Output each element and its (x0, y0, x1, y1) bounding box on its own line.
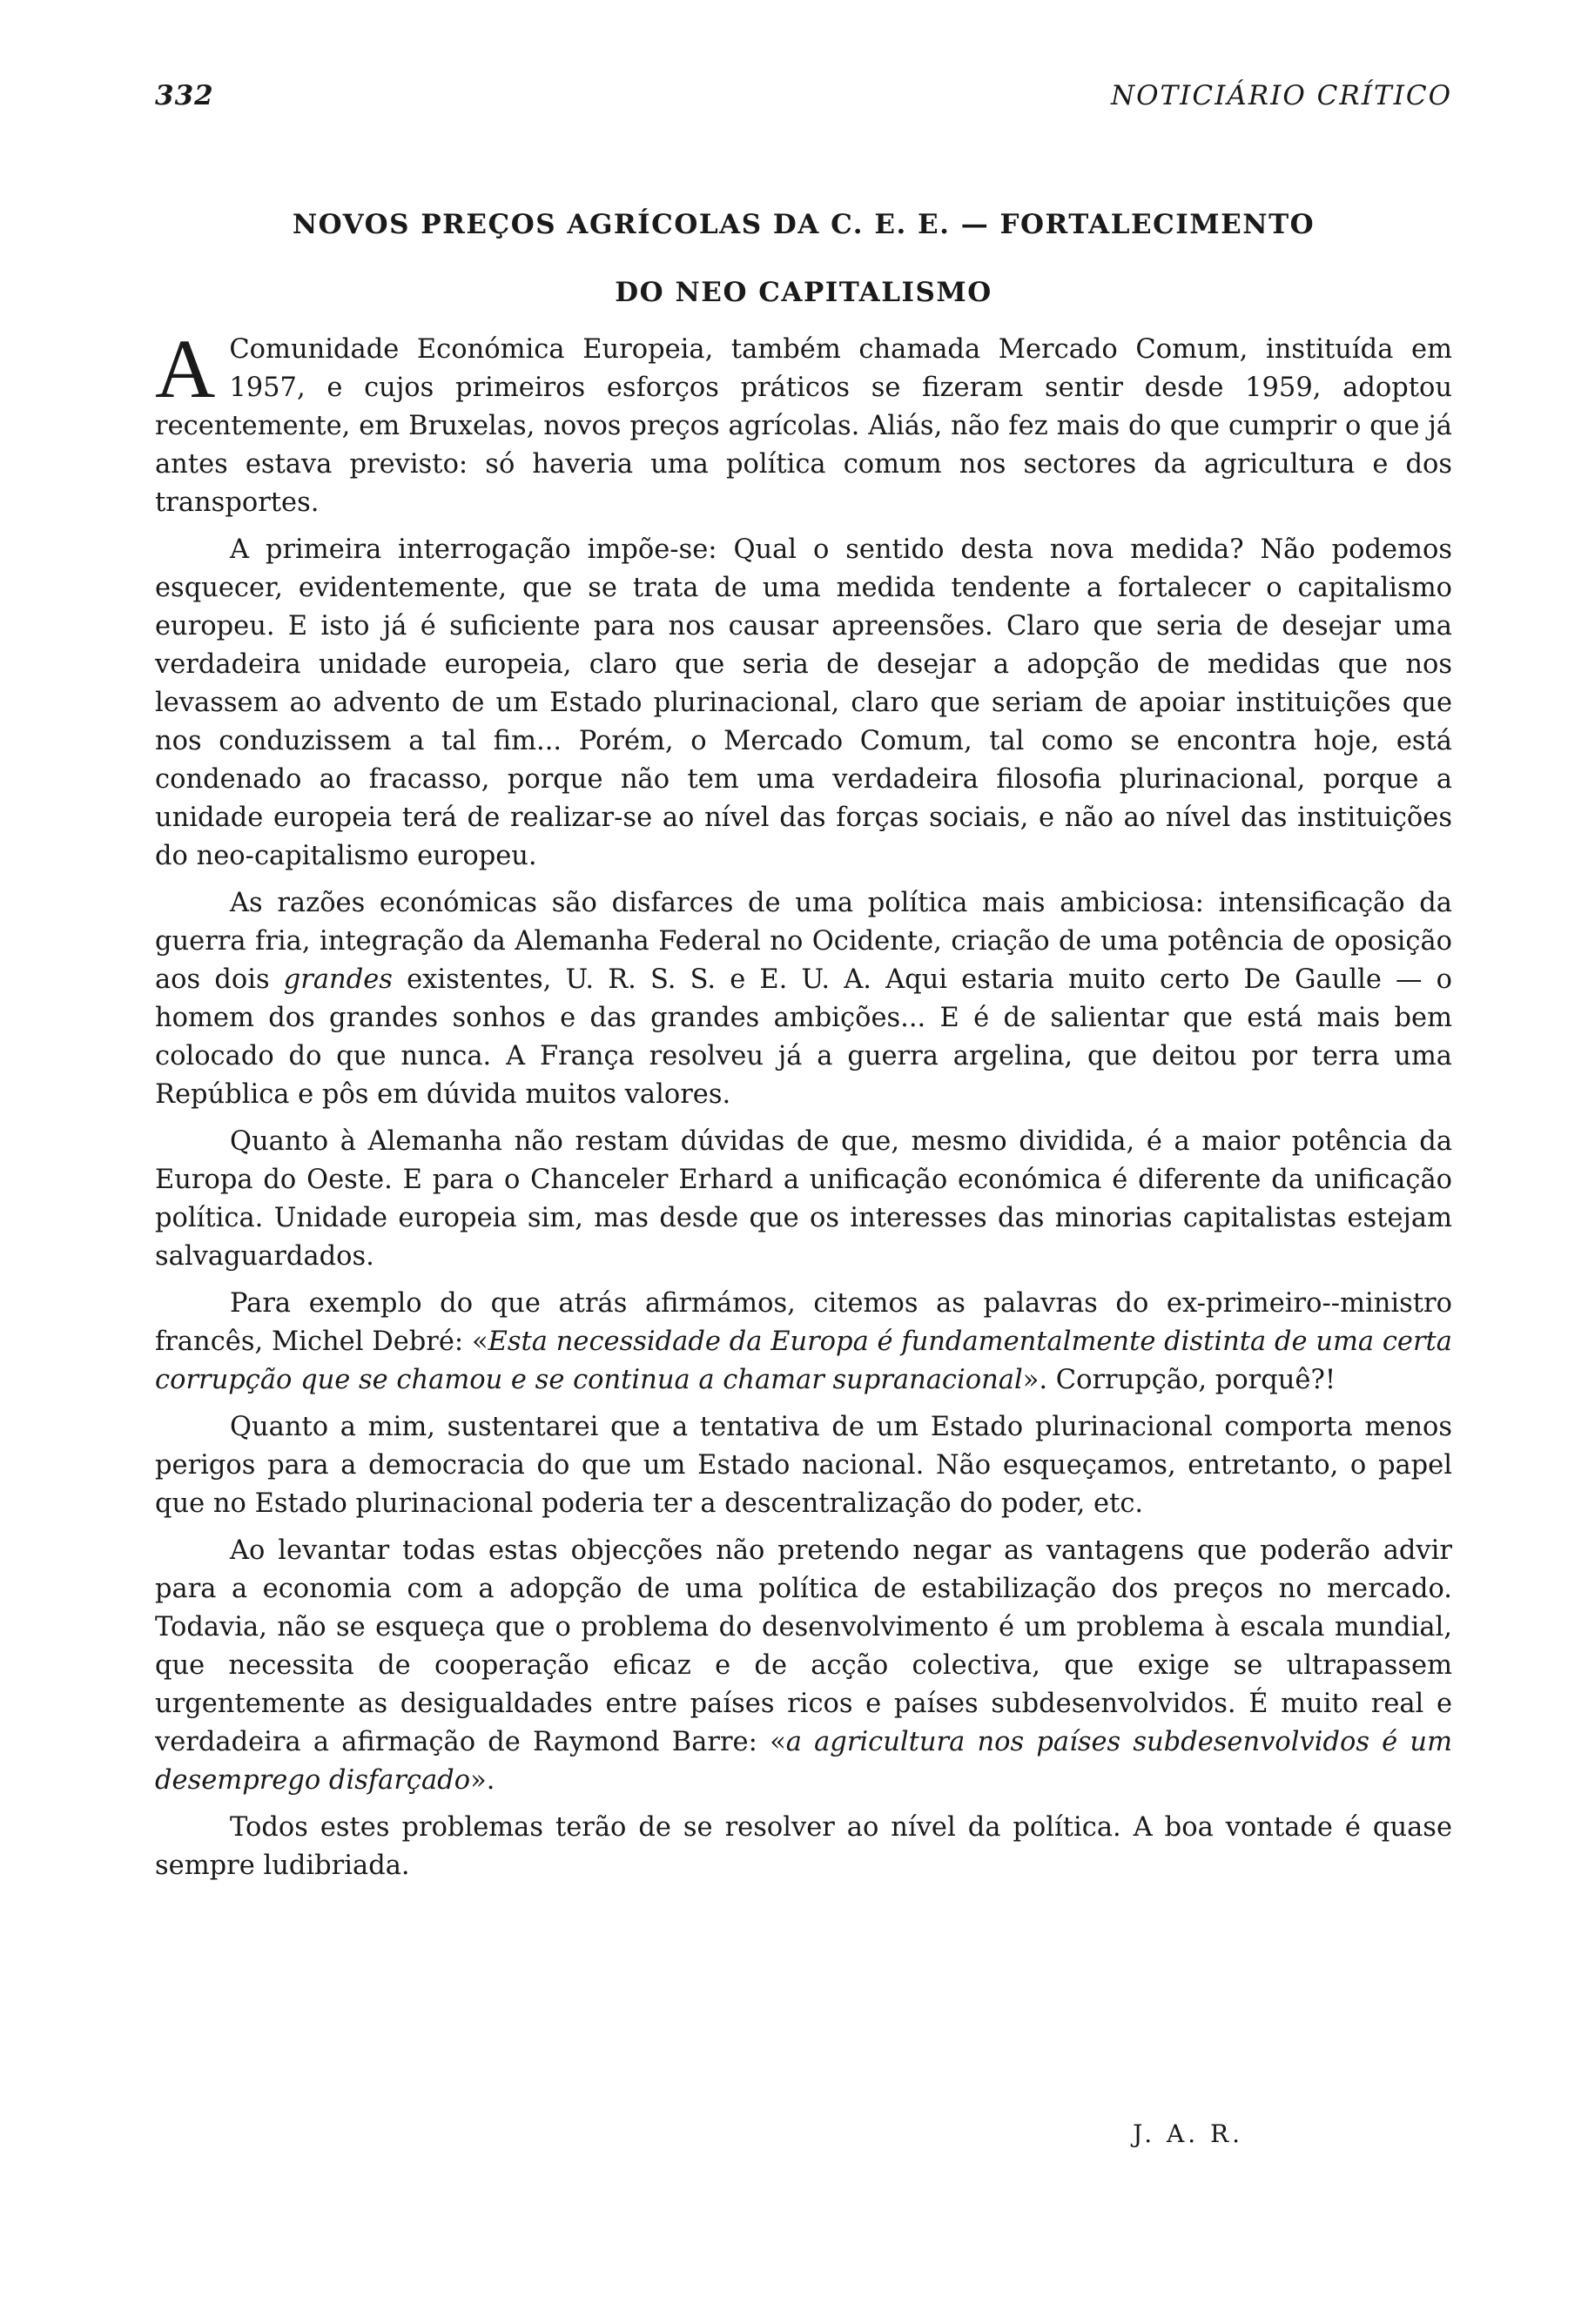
paragraph-7 (155, 1532, 1452, 1800)
drop-cap: A (155, 322, 216, 415)
document-page (155, 0, 1452, 2324)
paragraph-6: Quanto a mim, sustentarei que a tentativa de um Estado plurinacional comporta menos perigos para a democracia do que um Estado nacional. Não esqueçamos, entretanto, o papel que no Estado plurinacional poderia ter a descentralização do poder, etc. (155, 1412, 1452, 1519)
paragraph-7-text-a: Ao levantar todas estas objecções não pretendo negar as vantagens que poderão advir para a economia com a adopção de uma política de estabilização dos preços no mercado. Todavia, não se esqueça que o problema do desenvolvimento é um problema à escala mundial, que necessita de cooperação eficaz e de acção colectiva, que exige se ultrapassem urgentemente as desigualdades entre países ricos e países subdesenvolvidos. É muito real e verdadeira a afirmação de Raymond Barre: « (155, 1535, 1452, 1757)
article-title (155, 191, 1452, 326)
paragraph-5-text-a: Para exemplo do que atrás afirmámos, citemos as palavras do ex-primeiro--ministro francês, Michel Debré: « (155, 1288, 1452, 1357)
article-title-line-2: DO NEO CAPITALISMO (615, 276, 992, 308)
paragraph-7-text-b: ». (470, 1765, 495, 1796)
paragraph-3-emphasis: grandes (283, 964, 393, 995)
paragraph-5-text-b: ». Corrupção, porquê?! (1022, 1365, 1336, 1395)
section-title: NOTICIÁRIO CRÍTICO (1110, 80, 1452, 111)
paragraph-1 (155, 322, 1452, 522)
paragraph-2: A primeira interrogação impõe-se: Qual o sentido desta nova medida? Não podemos esquecer, evidentemente, que se trata de uma medida tendente a fortalecer o capitalismo europeu. E isto já é suficiente para nos causar apreensões. Claro que seria de desejar uma verdadeira unidade europeia, claro que seria de desejar a adopção de medidas que nos levassem ao advento de um Estado plurinacional, claro que seriam de apoiar instituições que nos conduzissem a tal fim... Porém, o Mercado Comum, tal como se encontra hoje, está condenado ao fracasso, porque não tem uma verdadeira filosofia plurinacional, porque a unidade europeia terá de realizar-se ao nível das forças sociais, e não ao nível das instituições do neo-capitalismo europeu. (155, 534, 1452, 871)
paragraph-7-quote: a agricultura nos países subdesenvolvidos é um desemprego disfarçado (155, 1727, 1452, 1796)
running-header (155, 80, 1452, 118)
article-title-line-1: NOVOS PREÇOS AGRÍCOLAS DA C. E. E. — FORTALECIMENTO (292, 208, 1315, 240)
article-body (155, 322, 1452, 1894)
paragraph-8: Todos estes problemas terão de se resolver ao nível da política. A boa vontade é quase sempre ludibriada. (155, 1812, 1452, 1881)
paragraph-3 (155, 884, 1452, 1114)
author-signature: J. A. R. (1133, 2119, 1243, 2148)
page-number: 332 (155, 80, 214, 111)
paragraph-5 (155, 1285, 1452, 1400)
paragraph-1-text: Comunidade Económica Europeia, também chamada Mercado Comum, instituída em 1957, e cujos primeiros esforços práticos se fizeram sentir desde 1959, adoptou recentemente, em Bruxelas, novos preços agrícolas. Aliás, não fez mais do que cumprir o que já antes estava previsto: só haveria uma política comum nos sectores da agricultura e dos transportes. (155, 334, 1452, 518)
paragraph-3-text-b: existentes, U. R. S. S. e E. U. A. Aqui estaria muito certo De Gaulle — o homem dos grandes sonhos e das grandes ambições... E é de salientar que está mais bem colocado do que nunca. A França resolveu já a guerra argelina, que deitou por terra uma República e pôs em dúvida muitos valores. (155, 964, 1452, 1110)
paragraph-3-text-a: As razões económicas são disfarces de uma política mais ambiciosa: intensificação da guerra fria, integração da Alemanha Federal no Ocidente, criação de uma potência de oposição aos dois (155, 888, 1452, 995)
paragraph-4: Quanto à Alemanha não restam dúvidas de que, mesmo dividida, é a maior potência da Europa do Oeste. E para o Chanceler Erhard a unificação económica é diferente da unificação política. Unidade europeia sim, mas desde que os interesses das minorias capitalistas estejam salvaguardados. (155, 1126, 1452, 1272)
paragraph-5-quote: Esta necessidade da Europa é fundamentalmente distinta de uma certa corrupção que se chamou e se continua a chamar supranacional (155, 1327, 1452, 1395)
